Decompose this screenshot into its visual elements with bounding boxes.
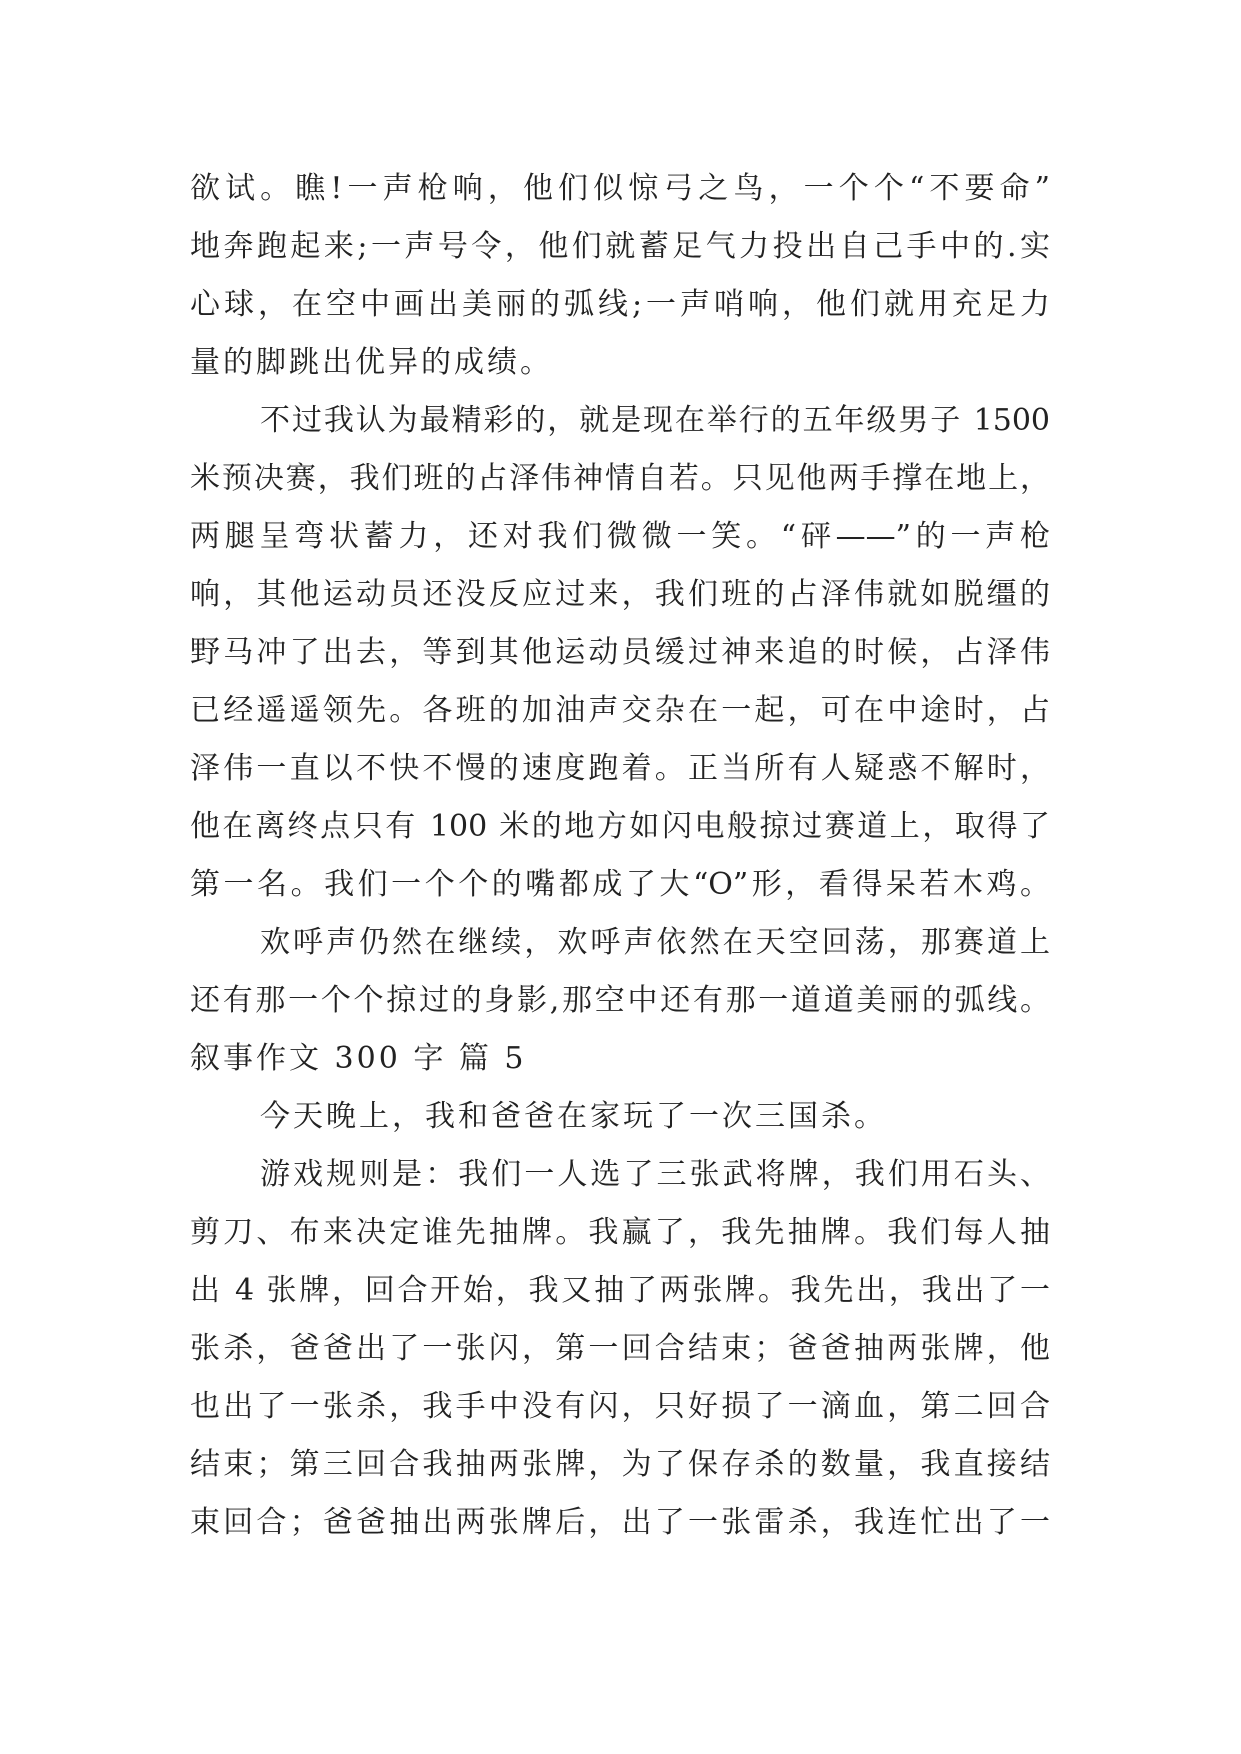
text-line: 响，其他运动员还没反应过来，我们班的占泽伟就如脱缰的 <box>190 577 1050 612</box>
text-line: 还有那一个个掠过的身影,那空中还有那一道道美丽的弧线。 <box>190 983 1050 1018</box>
text-line: 出 4 张牌，回合开始，我又抽了两张牌。我先出，我出了一 <box>190 1273 1050 1308</box>
text-line: 泽伟一直以不快不慢的速度跑着。正当所有人疑惑不解时， <box>190 751 1050 786</box>
paragraph-start-line: 今天晚上，我和爸爸在家玩了一次三国杀。 <box>260 1099 887 1134</box>
text-line: 已经遥遥领先。各班的加油声交杂在一起，可在中途时，占 <box>190 693 1050 728</box>
paragraph-start-line: 欢呼声仍然在继续，欢呼声依然在天空回荡，那赛道上 <box>260 925 1050 960</box>
text-line: 量的脚跳出优异的成绩。 <box>190 345 553 380</box>
text-line: 米预决赛，我们班的占泽伟神情自若。只见他两手撑在地上， <box>190 461 1050 496</box>
text-line: 他在离终点只有 100 米的地方如闪电般掠过赛道上，取得了 <box>190 809 1050 844</box>
section-heading: 叙事作文 300 字 篇 5 <box>190 1041 527 1076</box>
essay-body <box>190 160 1050 1552</box>
text-line: 地奔跑起来;一声号令，他们就蓄足气力投出自己手中的.实 <box>190 229 1050 264</box>
text-line: 两腿呈弯状蓄力，还对我们微微一笑。“砰——”的一声枪 <box>190 519 1050 554</box>
text-line: 剪刀、布来决定谁先抽牌。我赢了，我先抽牌。我们每人抽 <box>190 1215 1050 1250</box>
text-line: 野马冲了出去，等到其他运动员缓过神来追的时候，占泽伟 <box>190 635 1050 670</box>
text-line: 结束；第三回合我抽两张牌，为了保存杀的数量，我直接结 <box>190 1447 1050 1482</box>
text-line: 张杀，爸爸出了一张闪，第一回合结束；爸爸抽两张牌，他 <box>190 1331 1050 1366</box>
paragraph-start-line: 游戏规则是：我们一人选了三张武将牌，我们用石头、 <box>260 1157 1050 1192</box>
text-line: 也出了一张杀，我手中没有闪，只好损了一滴血，第二回合 <box>190 1389 1050 1424</box>
text-line: 欲试。瞧!一声枪响，他们似惊弓之鸟，一个个“不要命” <box>190 171 1050 206</box>
text-line: 第一名。我们一个个的嘴都成了大“O”形，看得呆若木鸡。 <box>190 867 1050 902</box>
text-line: 心球，在空中画出美丽的弧线;一声哨响，他们就用充足力 <box>190 287 1050 322</box>
text-line: 束回合；爸爸抽出两张牌后，出了一张雷杀，我连忙出了一 <box>190 1505 1050 1540</box>
paragraph-start-line: 不过我认为最精彩的，就是现在举行的五年级男子 1500 <box>260 403 1050 438</box>
